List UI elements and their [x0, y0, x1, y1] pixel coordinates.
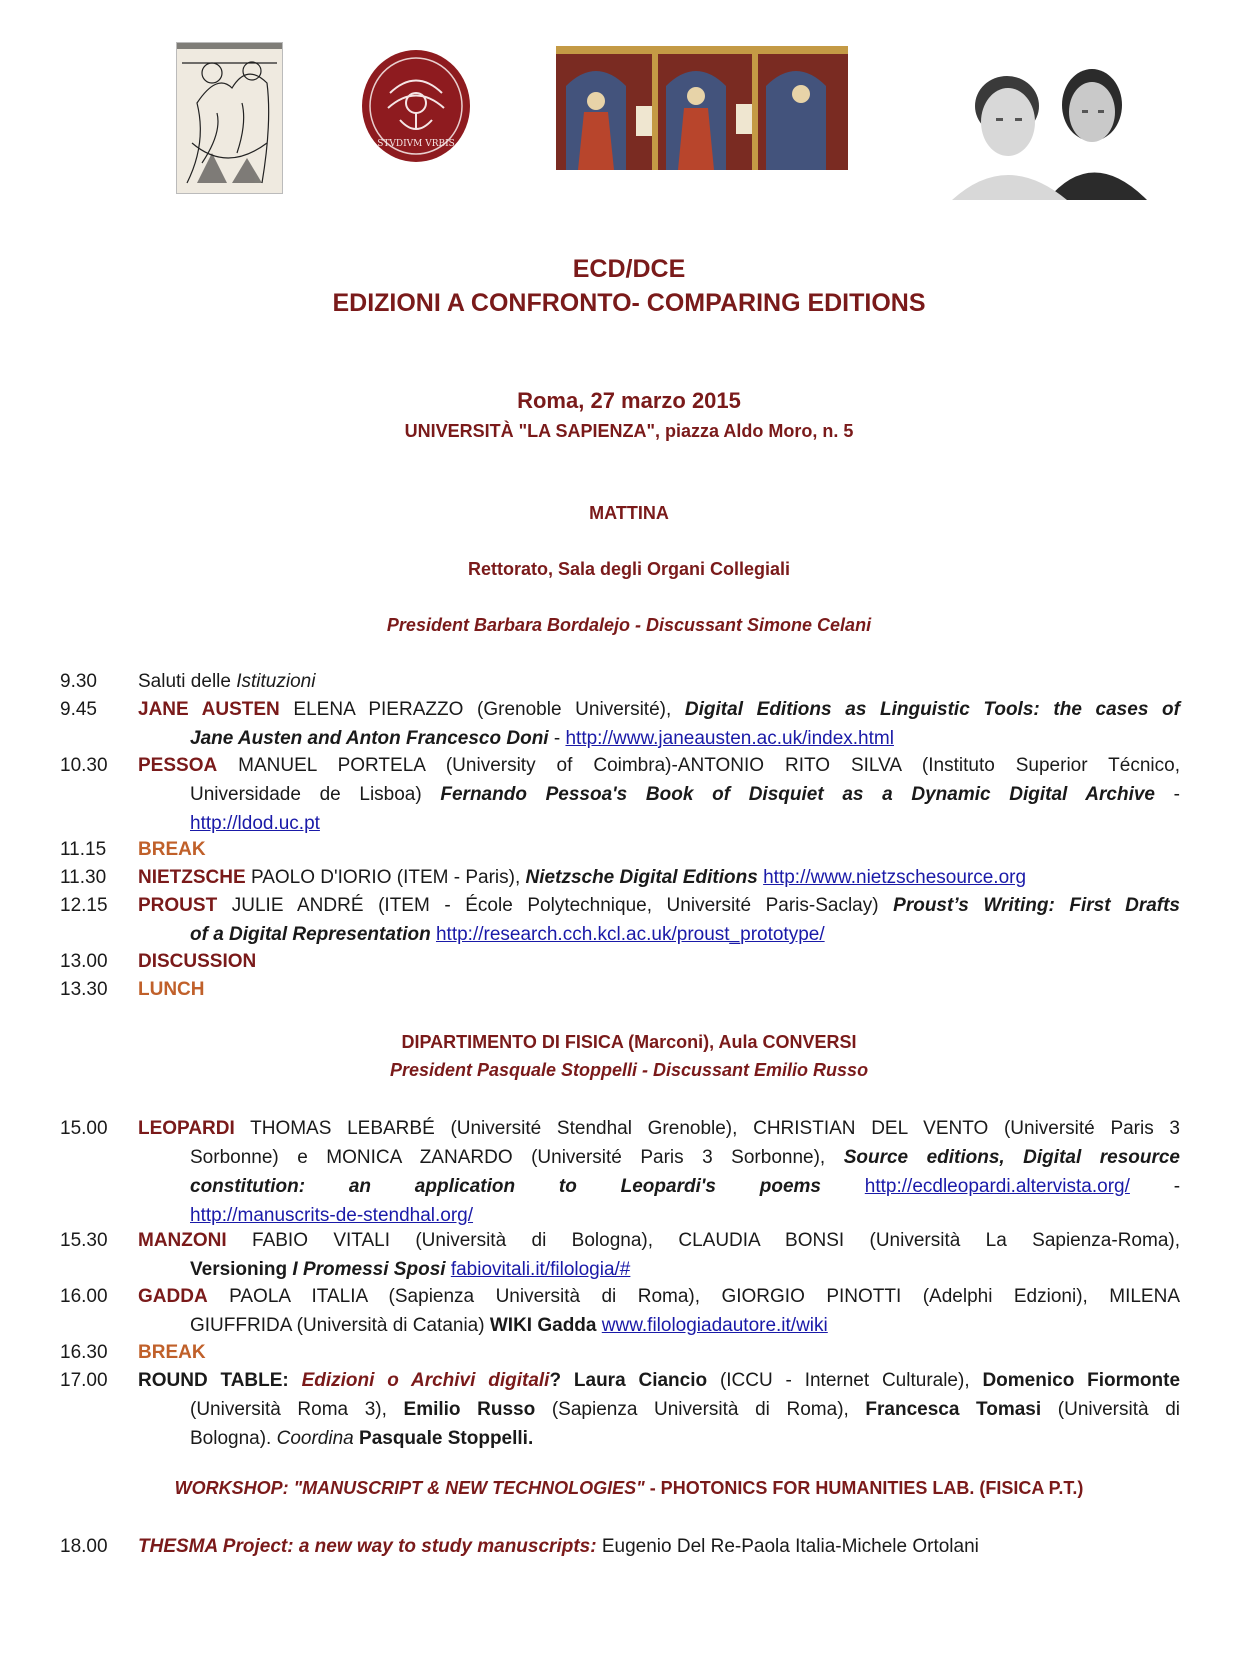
morning-chairs: President Barbara Bordalejo - Discussant Simone Celani	[386, 615, 872, 635]
title: ECD/DCE	[572, 255, 686, 283]
row-time: 9.45	[60, 699, 97, 720]
row-time: 11.15	[60, 839, 107, 860]
subtitle: EDIZIONI A CONFRONTO- COMPARING EDITIONS	[332, 289, 926, 317]
link-nietzsche[interactable]: http://www.nietzschesource.org	[763, 867, 1027, 888]
link-filologiadautore[interactable]: www.filologiadautore.it/wiki	[601, 1315, 828, 1336]
medieval-scribes-image	[556, 46, 848, 170]
link-fabiovitali[interactable]: fabiovitali.it/filologia/#	[450, 1259, 631, 1280]
morning-location: Rettorato, Sala degli Organi Collegiali	[467, 559, 791, 579]
portrait-photo	[932, 60, 1156, 200]
row-time: 16.00	[60, 1286, 108, 1307]
row-time: 17.00	[60, 1370, 108, 1391]
link-ecdleopardi[interactable]: http://ecdleopardi.altervista.org/	[864, 1176, 1130, 1197]
row-time: 18.00	[60, 1536, 108, 1557]
row-time: 11.30	[60, 867, 107, 888]
afternoon-location: DIPARTIMENTO DI FISICA (Marconi), Aula CONVERSI	[401, 1032, 857, 1052]
date: Roma, 27 marzo 2015	[517, 388, 741, 413]
workshop-heading: WORKSHOP: "MANUSCRIPT & NEW TECHNOLOGIES" - PHOTONICS FOR HUMANITIES LAB. (FISICA P.T.)	[174, 1478, 1084, 1498]
sapienza-seal-logo	[360, 48, 472, 164]
venue: UNIVERSITÀ "LA SAPIENZA", piazza Aldo Moro, n. 5	[404, 421, 854, 441]
afternoon-chairs: President Pasquale Stoppelli - Discussant Emilio Russo	[389, 1060, 869, 1080]
row-time: 13.00	[60, 951, 108, 972]
svg-text:STVDIVM VRBIS: STVDIVM VRBIS	[377, 139, 455, 149]
row-time: 16.30	[60, 1342, 108, 1363]
row-time: 12.15	[60, 895, 108, 916]
row-time: 10.30	[60, 755, 108, 776]
session-morning-label: MATTINA	[589, 503, 669, 523]
link-janeausten[interactable]: http://www.janeausten.ac.uk/index.html	[565, 728, 894, 749]
link-proust[interactable]: http://research.cch.kcl.ac.uk/proust_prototype/	[435, 924, 825, 945]
page: STVDIVM VRBIS ECD/DCE EDIZIONI A CONFRONTO- COMPARING EDITIONS Roma, 27 marzo 2015 UNIVERSITÀ "LA SAPIENZA", piazza Aldo Moro, n. 5 MATTINA Rettorato, Sala degli Organi Collegiali President Barbara Bordalejo - Discussant Simone Celani 9.30 Saluti delle Istituzioni 9.45 JANE AUSTEN ELENA PIERAZZO (Grenoble Université), Digital Editions as Linguistic Tools: the cases of Jane Austen and Anton Francesco Doni - http://www.janeausten.ac.uk/index.html 10.30 PESSOA MANUEL PORTELA (University of Coimbra)-ANTONIO RITO SILVA (Instituto Superior Técnico, Universidade de Lisboa) Fernando Pessoa's Book of Disquiet as a Dynamic Digital Archive - http://ldod.uc.pt 11.15 BREAK 11.30 NIETZSCHE PAOLO D'IORIO (ITEM - Paris), Nietzsche Digital Editions http://www.nietzschesource.org 12.15 PROUST JULIE ANDRÉ (ITEM - École Polytechnique, Université Paris-Saclay) Proust’s Writing: First Drafts of a Digital Representation http://research.cch.kcl.ac.uk/proust_prototype/ 13.00 DISCUSSION 13.30 LUNCH DIPARTIMENTO DI FISICA (Marconi), Aula CONVERSI President Pasquale Stoppelli - Discussant Emilio Russo 15.00 LEOPARDI THOMAS LEBARBÉ (Université Stendhal Grenoble), CHRISTIAN DEL VENTO (Université Paris 3 Sorbonne) e MONICA ZANARDO (Université Paris 3 Sorbonne), Source editions, Digital resource constitution: an application to Leopardi's poems http://ecdleopardi.altervista.org/ - http://manuscrits-de-stendhal.org/ 15.30 MANZONI FABIO VITALI (Università di Bologna), CLAUDIA BONSI (Università La Sapienza-Roma), Versioning I Promessi Sposi fabiovitali.it/filologia/# 16.00 GADDA PAOLA ITALIA (Sapienza Università di Roma), GIORGIO PINOTTI (Adelphi Edzioni), MILENA GIUFFRIDA (Università di Catania) WIKI Gadda www.filologiadautore.it/wiki 16.30 BREAK 17.00 ROUND TABLE: Edizioni o Archivi digitali? Laura Ciancio (ICCU - Internet Culturale), Domenico Fiormonte (Università Roma 3), Emilio Russo (Sapienza Università di Roma), Francesca Tomasi (Università di Bologna). Coordina Pasquale Stoppelli. WORKSHOP: "MANUSCRIPT & NEW TECHNOLOGIES" - PHOTONICS FOR HUMANITIES LAB. (FISICA P.T.) 18.00 THESMA Project: a new way to study manuscripts: Eugenio Del Re-Paola Italia-Michele Ortolani	[0, 0, 1258, 1674]
link-ldod[interactable]: http://ldod.uc.pt	[190, 813, 320, 834]
woodcut-image	[176, 42, 283, 194]
row-time: 15.00	[60, 1118, 108, 1139]
row-time: 9.30	[60, 671, 97, 692]
link-stendhal[interactable]: http://manuscrits-de-stendhal.org/	[190, 1205, 474, 1226]
row-time: 13.30	[60, 979, 108, 1000]
row-time: 15.30	[60, 1230, 108, 1251]
